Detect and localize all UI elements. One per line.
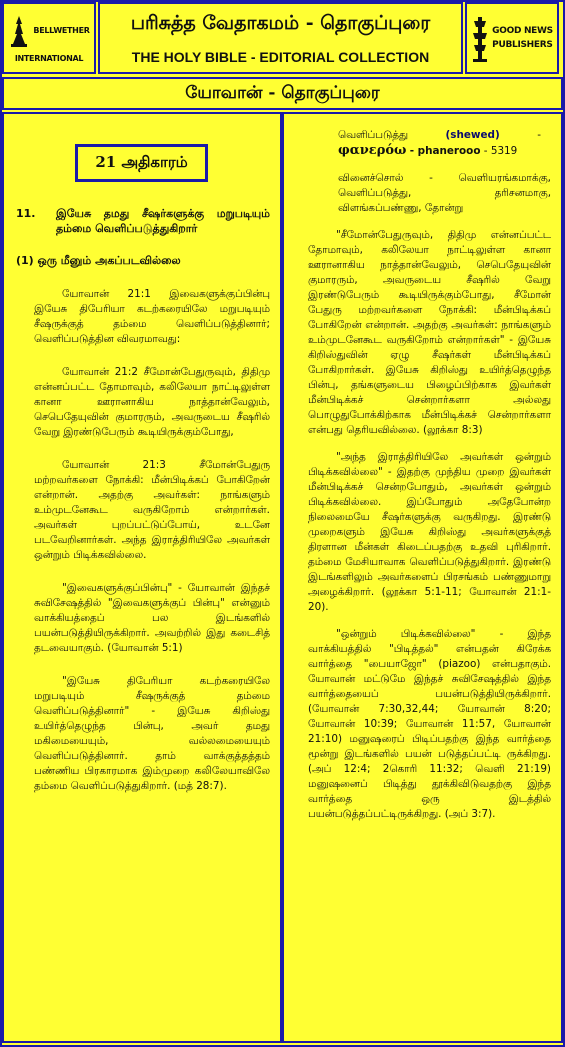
left-column xyxy=(2,112,282,1043)
word-transliteration: - phanerooo xyxy=(409,145,481,157)
verse-paragraph: யோவான் 21:2 சீமோன்பேதுருவும், திதிமு என்னப்பட்ட தோமாவும், கலிலேயா நாட்டிலுள்ள கானா ஊரானாகிய நாத்தான்வேலும், செபெதேயுவின் குமாரரும், அவருடைய சீஷரில் வேறு இரண்டுபேரும் கூடியிருக்கும்போது, xyxy=(34,366,270,438)
word-strongs-number: - 5319 xyxy=(483,145,518,157)
good-news-publishers-logo-icon xyxy=(471,13,489,63)
commentary-paragraph: "ஒன்றும் பிடிக்கவில்லை" - இந்த வாக்கியத்தில் "பிடித்தல்" என்பதன் கிரேக்க வார்த்தை "பையாஜோ" (piazoo) என்பதாகும். யோவான் மட்டுமே இந்தச் சுவிசேஷத்தில் இந்த வார்த்தையைப் பயன்படுத்தியிருக்கிறார். (யோவான் 7:30,32,44; யோவான் 8:20; யோவான் 10:39; யோவான் 11:57, யோவான் 21:10) மனுஷரைப் பிடிப்பதற்கு இந்த வார்த்தை மூன்று இடங்களில் பயன் படுத்தப்பட்டி ருக்கிறது. (அப் 12:4; 2கொரி 11:32; வெளி 21:19) மனுஷனைப் பிடித்து தூக்கிவிடுவதற்கு இந்த வார்த்தை ஒரு இடத்தில் பயன்படுத்தப்பட்டிருக்கிறது. (அப் 3:7). xyxy=(308,628,551,820)
word-english: (shewed) xyxy=(445,129,500,141)
verse-paragraph: யோவான் 21:3 சீமோன்பேதுரு மற்றவர்களை நோக்கி: மீன்பிடிக்கப் போகிறேன் என்றான். அதற்கு அவர்கள்: நாங்களும் உம்முடனேகூட வருகிறோம் என்றார்கள். அவர்கள் புறப்பட்டுப்போய், உடனே படவேறினார்கள். அந்த இராத்திரியிலே அவர்கள் ஒன்றும் பிடிக்கவில்லை. xyxy=(34,459,270,561)
section-number: 11. xyxy=(16,207,36,220)
header-title-tamil: பரிசுத்த வேதாகமம் - தொகுப்புரை xyxy=(130,12,431,34)
book-title: யோவான் - தொகுப்புரை xyxy=(2,77,563,110)
commentary-paragraph: "இவைகளுக்குப்பின்பு" - யோவான் இந்தச் சுவிசேஷத்தில் "இவைகளுக்குப் பின்பு" என்னும் வாக்கியத்தைப் பல இடங்களில் பயன்படுத்தியிருக்கிறார். அவற்றில் இது கடைசித் தடவையாகும். (யோவான் 5:1) xyxy=(34,582,270,654)
bellwether-logo xyxy=(2,2,96,74)
word-study: வெளிப்படுத்து (shewed) - φανερόω - phanerooo - 5319 xyxy=(338,129,541,158)
good-news-logo xyxy=(465,2,559,74)
chapter-box: 21 அதிகாரம் xyxy=(75,144,208,182)
section-title: இயேசு தமது சீஷர்களுக்கு மறுபடியும் தம்மை வெளிப்படுத்துகிறார் xyxy=(56,207,270,235)
page-header xyxy=(98,2,463,74)
header-title-english: THE HOLY BIBLE - EDITORIAL COLLECTION xyxy=(131,49,430,65)
section-heading xyxy=(16,206,270,236)
right-logo-line2: PUBLISHERS xyxy=(492,40,553,50)
commentary-paragraph: "இயேசு திபேரியா கடற்கரையிலே மறுபடியும் சீஷருக்குத் தம்மை வெளிப்படுத்தினார்" - இயேசு கிறிஸ்து உயிர்த்தெழுந்த பின்பு, அவர் தமது மகிமையையும், வல்லமையையும் வெளிப்படுத்தினார். தாம் வாக்குத்தத்தம் பண்ணிய பிரகாரமாக இம்முறை கலிலேயாவிலே தம்மை வெளிப்படுத்துகிறார். (மத் 28:7). xyxy=(34,675,270,792)
word-greek: φανερόω xyxy=(338,143,407,158)
commentary-paragraph: "சீமோன்பேதுருவும், திதிமு என்னப்பட்ட தோமாவும், கலிலேயா நாட்டிலுள்ள கானா ஊரானாகிய நாத்தான்வேலும், செபெதேயுவின் குமாரரும், அவருடைய சீஷரில் வேறு இரண்டுபேரும் கூடியிருக்கும்போது, சீமோன் பேதுரு மற்றவர்களை நோக்கி: மீன்பிடிக்கப் போகிறேன் என்றான். அதற்கு அவர்கள்: நாங்களும் உம்முடனேகூட வருகிறோம் என்றார்கள்" - இயேசு கிறிஸ்துவின் ஏழு சீஷர்கள் மீன்பிடிக்கப் போகிறார்கள். இயேசு கிறிஸ்து உயிர்த்தெழுந்த பின்பு, தங்களுடைய பிழைப்பிற்காக இவர்கள் மீன்பிடிக்கச் சென்றார்களா அல்லது பொழுதுபோக்கிற்காக மீன்பிடிக்கச் சென்றார்களா என்பது தெரியவில்லை. (லூக்கா 8:3) xyxy=(308,229,551,436)
right-logo-line1: GOOD NEWS xyxy=(492,26,553,36)
left-logo-line1: BELLWETHER xyxy=(33,25,90,35)
verb-definition: வினைச்சொல் - வெளியரங்கமாக்கு, வெளிப்படுத்து, தரிசனமாகு, விளங்கப்பண்ணு, தோன்று xyxy=(338,172,551,214)
right-column xyxy=(282,112,563,1043)
bellwether-logo-icon xyxy=(8,14,30,48)
left-logo-line2: INTERNATIONAL xyxy=(14,53,84,63)
verse-paragraph: யோவான் 21:1 இவைகளுக்குப்பின்பு இயேசு திபேரியா கடற்கரையிலே மறுபடியும் சீஷருக்குத் தம்மை வெளிப்படுத்தினார்; வெளிப்படுத்தின விவரமாவது: xyxy=(34,288,270,345)
subsection-title: (1) ஒரு மீனும் அகப்படவில்லை xyxy=(16,254,181,267)
word-tamil: வெளிப்படுத்து xyxy=(338,129,409,141)
commentary-paragraph: "அந்த இராத்திரியிலே அவர்கள் ஒன்றும் பிடிக்கவில்லை" - இதற்கு முந்திய முறை இவர்கள் மீன்பிடிக்கச் சென்றபோதும், அவர்கள் ஒன்றும் பிடிக்கவில்லை. இப்போதும் அதேபோன்ற நிலைமையே சீஷர்களுக்கு வருகிறது. இரண்டு முறைகளும் இயேசு கிறிஸ்து அவர்களுக்குத் திரளான மீன்கள் கிடைப்பதற்கு உதவி புரிகிறார். தம்மை மேசியாவாக வெளிப்படுத்துகிறார். இரண்டு இடங்களிலும் அவர்களைப் பிரசங்கம் பண்ணுமாறு அழைக்கிறார். (லூக்கா 5:1-11; யோவான் 21:1-20). xyxy=(308,451,551,613)
